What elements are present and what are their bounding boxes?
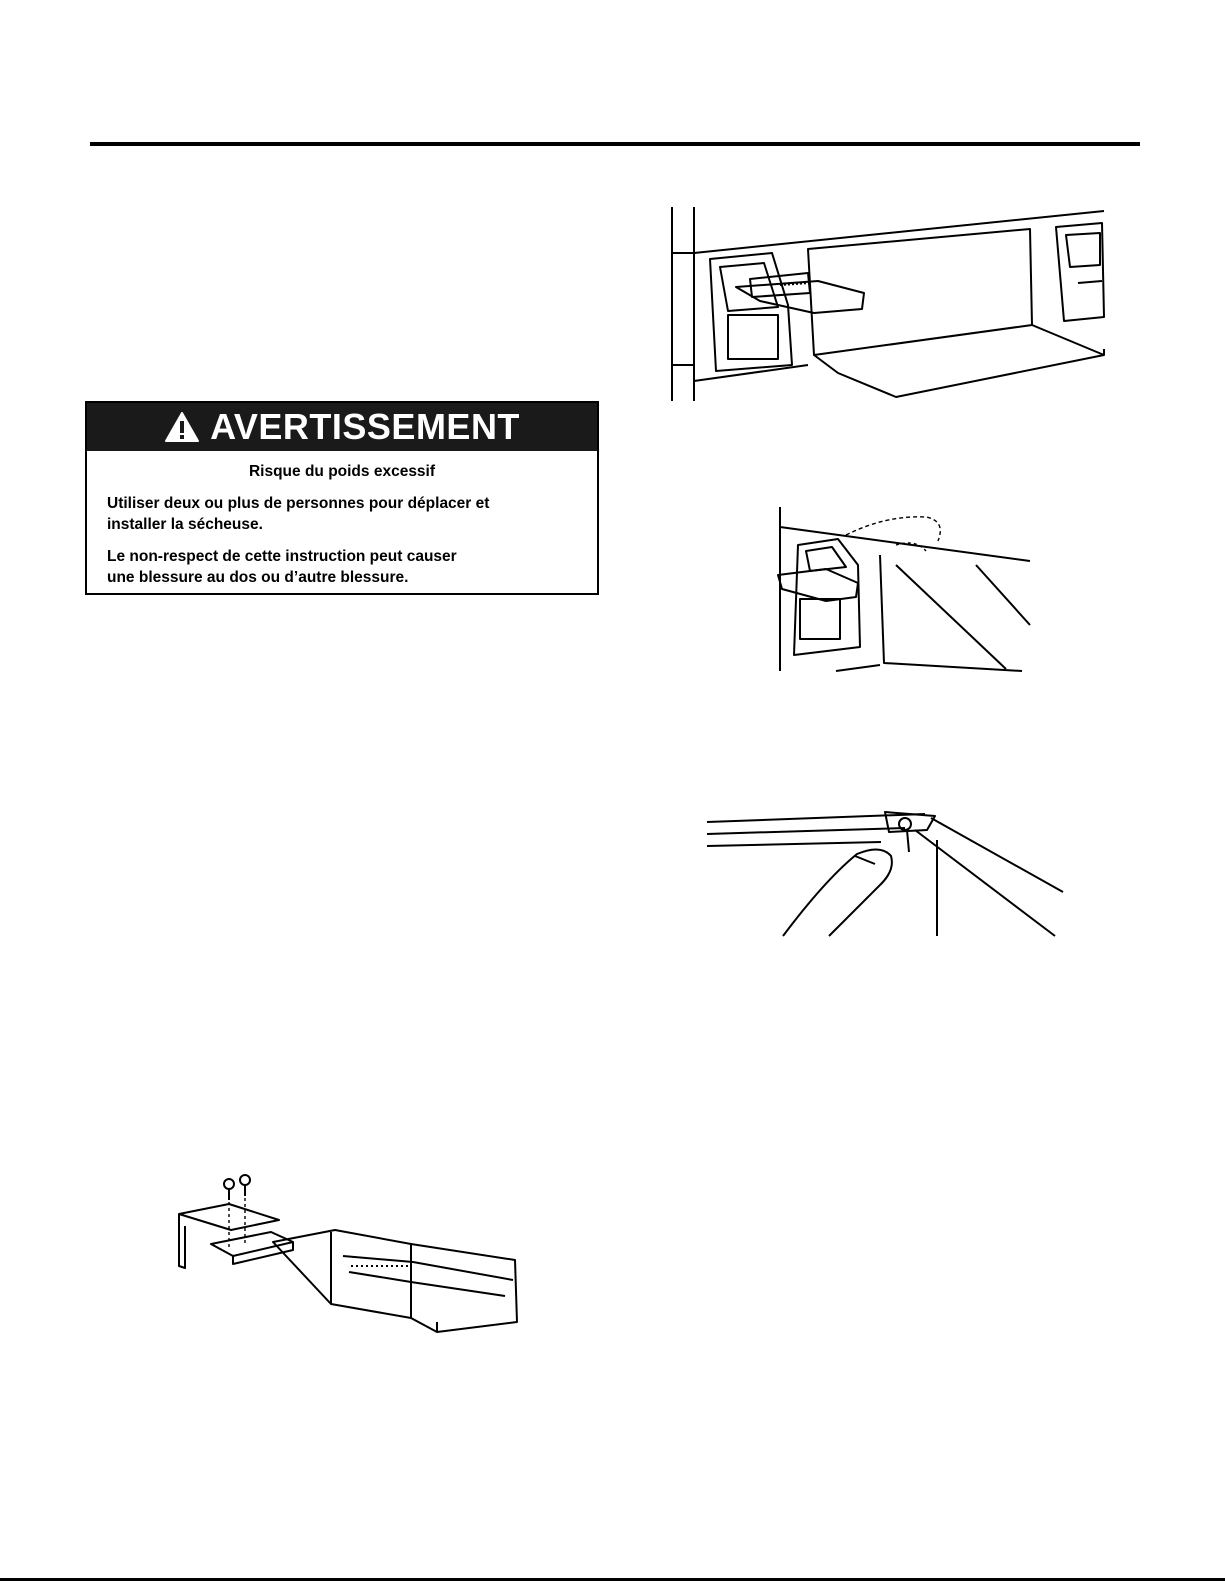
warning-instruction — [107, 493, 577, 535]
bottom-rule — [0, 1578, 1225, 1581]
warning-instruction-line-2: installer la sécheuse. — [107, 516, 263, 533]
warning-box — [85, 401, 599, 595]
illustration-rack-assembly — [175, 1172, 520, 1337]
warning-body — [87, 451, 597, 588]
warning-subtitle: Risque du poids excessif — [248, 463, 436, 480]
warning-header — [87, 403, 597, 451]
top-rule — [90, 142, 1140, 146]
illustration-door-and-rack — [776, 505, 1036, 675]
warning-consequence-line-1: Le non-respect de cette instruction peut causer — [107, 548, 457, 565]
warning-instruction-line-1: Utiliser deux ou plus de personnes pour déplacer et — [107, 495, 490, 512]
warning-consequence-line-2: une blessure au dos ou d’autre blessure. — [107, 569, 409, 586]
warning-triangle-icon — [164, 411, 200, 443]
illustration-hand-screw — [705, 810, 1067, 940]
warning-consequence — [107, 546, 577, 588]
warning-title: AVERTISSEMENT — [210, 406, 520, 447]
illustration-drying-rack-mounted — [668, 205, 1108, 405]
